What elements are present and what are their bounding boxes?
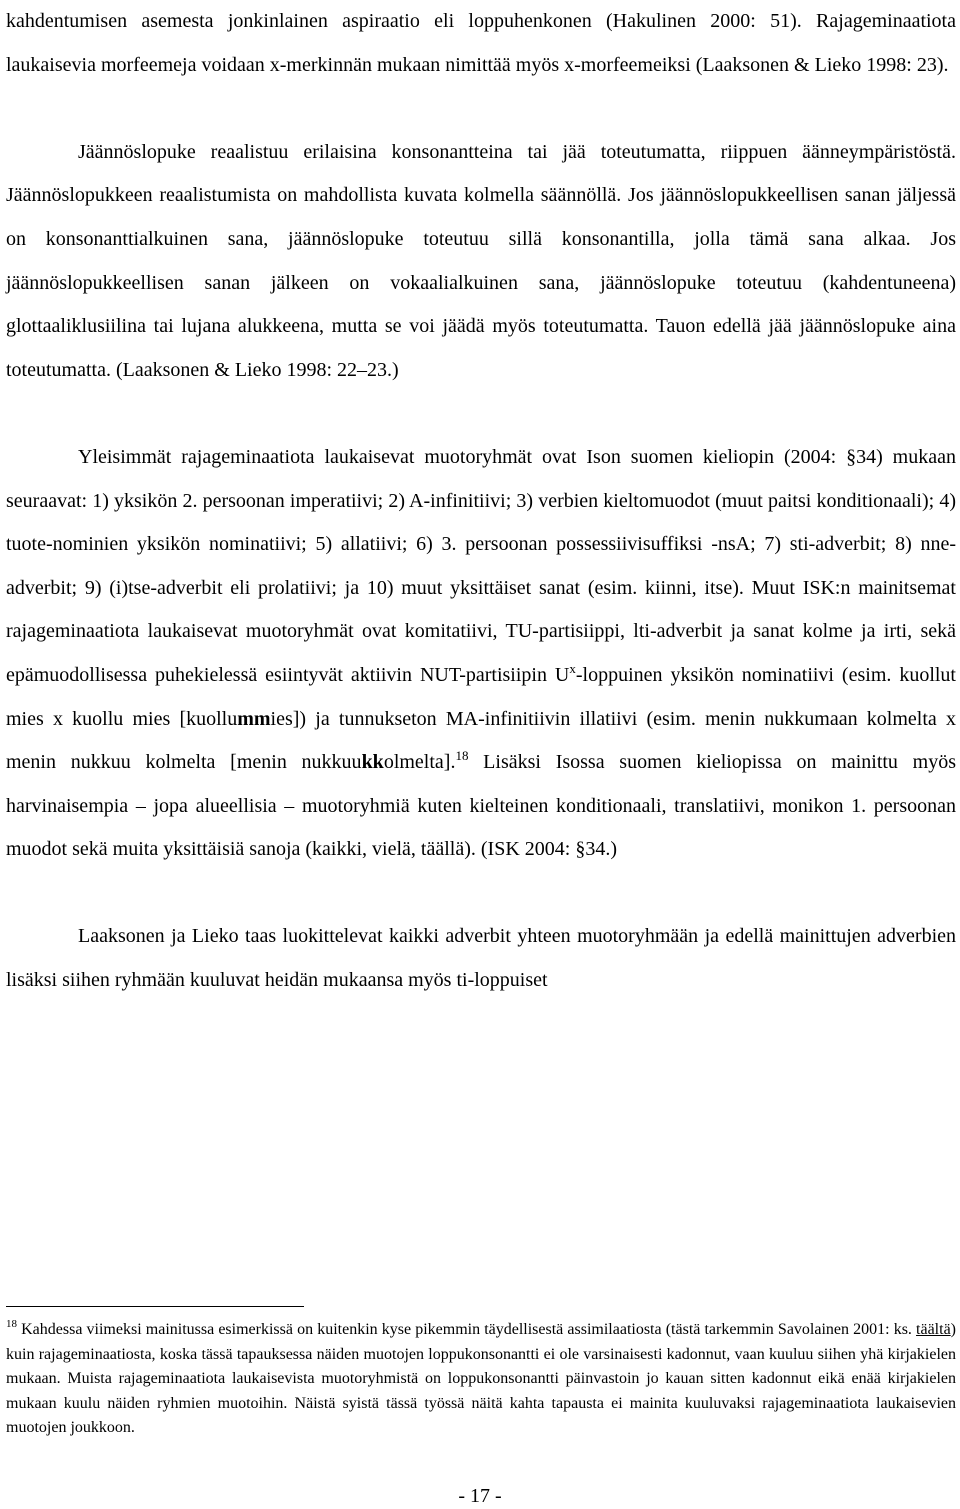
text-run: -loppuinen yksikön nominatiivi (esim. kuollut mies x kuollu mies [kuollu bbox=[6, 663, 956, 730]
paragraph-jaannoslopuke: Jäännöslopuke reaalistuu erilaisina konsonantteina tai jää toteutumatta, riippuen äänneympäristöstä. Jäännöslopukkeen reaalistumista on mahdollista kuvata kolmella säännöllä. Jos jäännöslopukkeellisen sanan jäljessä on konsonanttialkuinen sana, jäännöslopuke toteutuu sillä konsonantilla, jolla tämä sana alkaa. Jos jäännöslopukkeellisen sanan jälkeen on vokaalialkuinen sana, jäännöslopuke toteutuu (kahdentuneena) glottaaliklusiilina tai lujana alukkeena, mutta se voi jäädä myös toteutumatta. Tauon edellä jää jäännöslopuke aina toteutumatta. (Laaksonen & Lieko 1998: 22–23.) bbox=[6, 140, 956, 381]
footnote-reference[interactable]: 18 bbox=[455, 748, 469, 764]
superscript-x: x bbox=[569, 660, 576, 676]
footnote-text: Kahdessa viimeksi mainitussa esimerkissä on kuitenkin kyse pikemmin täydellisestä assimilaatiosta (tästä tarkemmin Savolainen 2001: ks. bbox=[17, 1321, 917, 1338]
page-number: - 17 - bbox=[458, 1485, 502, 1507]
footnote-number: 18 bbox=[6, 1318, 17, 1330]
text-run: Lisäksi Isossa suomen kieliopissa on mainittu myös harvinaisempia – jopa alueellisia – muotoryhmiä kuten kielteinen konditionaali, translatiivi, monikon 1. persoonan muodot sekä muita yksittäisiä sanoja (kaikki, vielä, täällä). (ISK 2004: §34.) bbox=[6, 751, 956, 861]
bold-kk: kk bbox=[361, 751, 384, 774]
paragraph-laaksonen: Laaksonen ja Lieko taas luokittelevat kaikki adverbit yhteen muotoryhmään ja edellä mainittujen adverbien lisäksi siihen ryhmään kuuluvat heidän mukaansa myös ti-loppuiset bbox=[6, 925, 956, 992]
footnote-divider bbox=[6, 1306, 304, 1307]
text-run: ies]) ja tunnukseton MA-infinitiivin illatiivi (esim. menin nukkumaan kolmelta x menin nukkuu kolmelta [menin nukkuu bbox=[6, 707, 956, 774]
document-page bbox=[6, 0, 956, 1003]
paragraph-gap bbox=[6, 392, 956, 436]
paragraph-gap bbox=[6, 87, 956, 131]
footnote-underlined-word: täältä bbox=[916, 1321, 951, 1338]
paragraph-gap bbox=[6, 872, 956, 916]
footnote-text: ) kuin rajageminaatiosta, koska tässä tapauksessa näiden muotojen loppukonsonantti ei ole varsinaisesti kadonnut, vaan kuuluu siihen yhä kirjakielen mukaan. Muista rajageminaatiota laukaisevista muotoryhmistä on loppukonsonantti päinvastoin jo kauan sitten kadonnut eikä enää kirjakielen mukaan kuulu näiden ryhmien muotoihin. Näistä syistä tässä työssä näitä kahta tapausta ei mainita kuuluvaksi rajageminaatiota laukaisevien muotojen joukkoon. bbox=[6, 1321, 956, 1437]
paragraph-top: kahdentumisen asemesta jonkinlainen aspiraatio eli loppuhenkonen (Hakulinen 2000: 51). Rajageminaatiota laukaisevia morfeemeja voidaan x-merkinnän mukaan nimittää myös x-morfeemeiksi (Laaksonen & Lieko 1998: 23). bbox=[6, 10, 956, 76]
bold-mm: mm bbox=[237, 707, 271, 730]
text-run: Yleisimmät rajageminaatiota laukaisevat muotoryhmät ovat Ison suomen kieliopin (2004: §34) mukaan seuraavat: 1) yksikön 2. persoonan imperatiivi; 2) A-infinitiivi; 3) verbien kieltomuodot (muut paitsi konditionaali); 4) tuote-nominien yksikön nominatiivi; 5) allatiivi; 6) 3. persoonan possessiivisuffiksi -nsA; 7) sti-adverbit; 8) nne-adverbit; 9) (i)tse-adverbit eli prolatiivi; ja 10) muut yksittäiset sanat (esim. kiinni, itse). Muut ISK:n mainitsemat rajageminaatiota laukaisevat muotoryhmät ovat komitatiivi, TU-partisiippi, lti-adverbit ja sanat kolme ja irti, sekä epämuodollisessa puhekielessä esiintyvät aktiivin NUT-partisiipin U bbox=[6, 445, 956, 686]
text-run: olmelta]. bbox=[383, 751, 456, 774]
paragraph-yleisimmat bbox=[6, 436, 956, 872]
footnote-18 bbox=[6, 1318, 956, 1441]
